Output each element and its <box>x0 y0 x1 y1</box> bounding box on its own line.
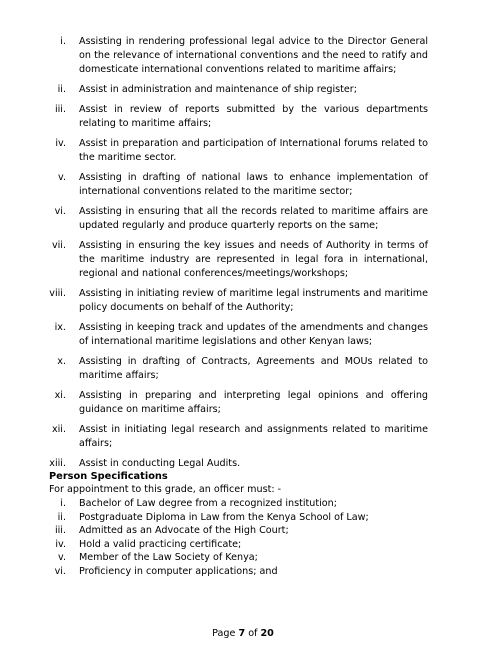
list-item-number: v. <box>58 172 66 183</box>
list-item-text: Bachelor of Law degree from a recognized institution; <box>79 498 337 509</box>
list-item <box>0 511 486 525</box>
list-item-number: ix. <box>54 322 66 333</box>
duties-list <box>0 35 486 477</box>
list-item-text: Postgraduate Diploma in Law from the Kenya School of Law; <box>79 511 369 523</box>
list-item <box>0 389 486 417</box>
list-item-text: Assisting in rendering professional legal advice to the Director General on the relevance of international conventions and the need to ratify and domesticate international conventions related to maritime affairs; <box>79 36 428 75</box>
list-item-text: Assist in initiating legal research and assignments related to maritime affairs; <box>79 424 428 449</box>
list-item <box>0 538 486 552</box>
list-item <box>0 205 486 233</box>
list-item-number: i. <box>60 498 66 509</box>
list-item-number: iv. <box>55 538 66 550</box>
list-item-number: iii. <box>54 104 66 115</box>
list-item-text: Assisting in drafting of Contracts, Agreements and MOUs related to maritime affairs; <box>79 356 428 381</box>
list-item-number: x. <box>57 356 66 367</box>
list-item-text: Assisting in ensuring the key issues and needs of Authority in terms of the maritime industry are represented in legal fora in international, regional and national conferences/meetings/workshops; <box>79 240 428 279</box>
list-item-number: viii. <box>49 288 66 299</box>
list-item-text: Assisting in preparing and interpreting legal opinions and offering guidance on maritime affairs; <box>79 390 428 415</box>
list-item-text: Admitted as an Advocate of the High Court; <box>79 525 289 537</box>
list-item-text: Assisting in keeping track and updates of the amendments and changes of international maritime legislations and other Kenyan laws; <box>79 322 428 347</box>
list-item-number: ii. <box>57 84 66 95</box>
list-item-text: Assisting in ensuring that all the records related to maritime affairs are updated regularly and produce quarterly reports on the same; <box>79 206 428 231</box>
list-item <box>0 423 486 451</box>
list-item <box>0 171 486 199</box>
page-word: Page <box>212 628 236 639</box>
list-item-text: Member of the Law Society of Kenya; <box>79 552 258 564</box>
list-item-number: i. <box>60 36 66 47</box>
list-item <box>0 287 486 315</box>
list-item <box>0 457 486 471</box>
list-item-number: vi. <box>54 206 66 217</box>
list-item-text: Assist in review of reports submitted by the various departments relating to maritime affairs; <box>79 104 428 129</box>
list-item <box>0 137 486 165</box>
list-item <box>0 35 486 77</box>
list-item-number: v. <box>58 552 66 564</box>
list-item-text: Proficiency in computer applications; and <box>79 565 278 577</box>
list-item-text: Assisting in drafting of national laws to enhance implementation of international conventions related to the maritime sector; <box>79 172 428 197</box>
specifications-list <box>0 497 486 579</box>
list-item-text: Hold a valid practicing certificate; <box>79 538 242 550</box>
list-item-number: iv. <box>55 138 66 149</box>
list-item-text: Assist in preparation and participation of International forums related to the maritime sector. <box>79 138 428 163</box>
list-item <box>0 103 486 131</box>
list-item <box>0 551 486 565</box>
list-item <box>0 83 486 97</box>
list-item <box>0 524 486 538</box>
of-word: of <box>248 628 258 639</box>
list-item-text: Assisting in initiating review of maritime legal instruments and maritime policy documents on behalf of the Authority; <box>79 288 428 313</box>
list-item <box>0 321 486 349</box>
page-total: 20 <box>260 628 274 639</box>
list-item-number: xi. <box>54 390 66 401</box>
list-item-number: ii. <box>57 511 66 523</box>
list-item <box>0 355 486 383</box>
section-intro: For appointment to this grade, an officer must: - <box>49 484 282 495</box>
list-item-text: Assist in administration and maintenance of ship register; <box>79 84 357 95</box>
list-item <box>0 565 486 579</box>
list-item <box>0 239 486 281</box>
list-item-number: iii. <box>54 525 66 537</box>
section-heading: Person Specifications <box>49 471 168 482</box>
list-item-number: vi. <box>54 565 66 577</box>
page-current: 7 <box>238 628 246 639</box>
list-item-number: xii. <box>51 424 66 435</box>
list-item-number: xiii. <box>49 458 66 469</box>
list-item-number: vii. <box>51 240 66 251</box>
page-footer <box>0 627 486 641</box>
list-item <box>0 497 486 511</box>
list-item-text: Assist in conducting Legal Audits. <box>79 458 241 469</box>
